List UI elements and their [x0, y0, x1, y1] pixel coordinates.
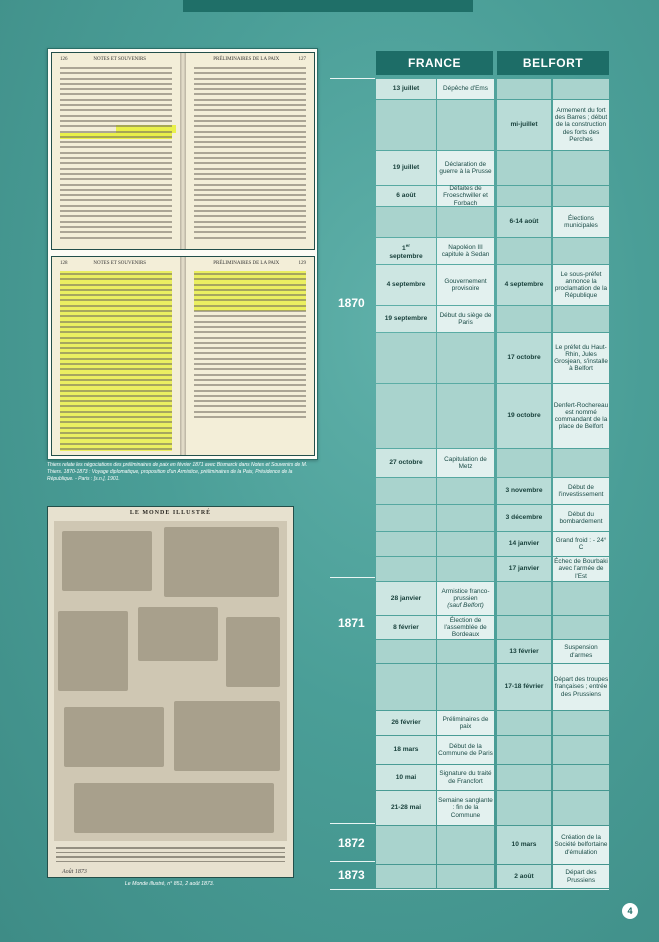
france-event-cell [437, 505, 494, 531]
france-date-cell: 21-28 mai [376, 791, 436, 825]
belfort-date-cell [497, 449, 551, 477]
france-event-cell [437, 333, 494, 383]
page-number: 4 [622, 903, 638, 919]
year-label: 1870 [338, 296, 365, 310]
france-date-cell [376, 207, 436, 237]
france-event-cell: Préliminaires de paix [437, 711, 494, 735]
belfort-event-cell: Échec de Bourbaki avec l'armée de l'Est [554, 558, 608, 580]
belfort-date-cell [497, 791, 551, 825]
france-date-cell [376, 505, 436, 531]
belfort-date-cell [497, 306, 551, 332]
belfort-event-cell [553, 616, 609, 639]
france-date-cell: 4 septembre [376, 265, 436, 305]
france-event-cell [437, 664, 494, 710]
year-separator [330, 577, 375, 578]
belfort-date-cell: mi-juillet [497, 100, 551, 150]
belfort-event-cell: Le sous-préfet annonce la proclamation de la République [553, 265, 609, 305]
belfort-event-cell [553, 791, 609, 825]
france-event-cell: Signature du traité de Francfort [437, 765, 494, 790]
table-bottom-line [330, 889, 609, 890]
belfort-event-cell [553, 582, 609, 615]
engraving-image: LE MONDE ILLUSTRÉ Août 1873 [47, 506, 294, 878]
belfort-event-cell [553, 79, 609, 99]
top-accent-bar [183, 0, 473, 12]
header-belfort: BELFORT [497, 51, 609, 75]
belfort-event-cell [553, 151, 609, 185]
france-date-cell [376, 384, 436, 448]
france-event-cell [437, 826, 494, 864]
header-france: FRANCE [376, 51, 493, 75]
belfort-event-cell: Début de l'investissement [553, 478, 609, 504]
belfort-date-cell: 3 décembre [497, 505, 551, 531]
france-date-cell [376, 826, 436, 864]
handwritten-signature: Août 1873 [62, 869, 87, 875]
france-date-cell [376, 333, 436, 383]
belfort-event-cell [553, 736, 609, 764]
france-date-cell: 19 juillet [376, 151, 436, 185]
belfort-date-cell [497, 765, 551, 790]
france-date-cell: 8 février [376, 616, 436, 639]
belfort-date-cell: 17-18 février [497, 664, 551, 710]
france-event-cell [437, 478, 494, 504]
france-date-cell [376, 532, 436, 556]
belfort-date-cell: 2 août [497, 865, 551, 888]
year-separator [330, 823, 375, 824]
belfort-event-cell [553, 765, 609, 790]
france-event-cell: Élection de l'assemblée de Bordeaux [437, 616, 494, 639]
france-event-cell [437, 384, 494, 448]
belfort-event-cell: Départ des Prussiens [553, 865, 609, 888]
france-event-cell: Défaites de Froeschwiller et Forbach [437, 186, 494, 206]
france-event-note: (sauf Belfort) [447, 602, 484, 610]
france-date-cell: 13 juillet [376, 79, 436, 99]
france-date-cell: 1er septembre [376, 238, 436, 264]
belfort-event-cell [553, 238, 609, 264]
belfort-event-cell: Grand froid : - 24° C [553, 532, 609, 556]
france-event-text: Armistice franco-prussien [441, 587, 490, 602]
book-page-left-2: 128 NOTES ET SOUVENIRS [52, 257, 180, 455]
france-event-cell: Début de la Commune de Paris [437, 736, 494, 764]
france-date-cell [376, 640, 436, 663]
france-date-cell [376, 865, 436, 888]
belfort-event-cell: Le préfet du Haut-Rhin, Jules Grosjean, s'installe à Belfort [553, 333, 609, 383]
belfort-event-cell [553, 449, 609, 477]
belfort-date-cell: 17 janvier [497, 557, 551, 581]
france-event-cell [437, 582, 494, 615]
belfort-date-cell [497, 711, 551, 735]
belfort-date-cell [497, 736, 551, 764]
france-event-cell [437, 557, 494, 581]
france-event-cell: Gouvernement provisoire [437, 265, 494, 305]
belfort-event-cell: Suspension d'armes [553, 640, 609, 663]
france-event-cell [437, 207, 494, 237]
year-label: 1871 [338, 616, 365, 630]
belfort-event-cell: Denfert-Rochereau est nommé commandant de la place de Belfort [553, 384, 609, 448]
belfort-event-cell [553, 186, 609, 206]
france-date-cell: 28 janvier [376, 582, 436, 615]
book-page-right: PRÉLIMINAIRES DE LA PAIX 127 [186, 53, 314, 249]
belfort-date-cell: 14 janvier [497, 532, 551, 556]
france-event-cell [437, 100, 494, 150]
belfort-date-cell: 3 novembre [497, 478, 551, 504]
book-spread-bottom [51, 256, 315, 456]
belfort-event-cell: Armement du fort des Barres ; début de la construction des forts des Perches [553, 100, 609, 150]
france-date-cell [376, 664, 436, 710]
france-date-cell: 10 mai [376, 765, 436, 790]
year-label: 1873 [338, 868, 365, 882]
france-date-cell: 19 septembre [376, 306, 436, 332]
france-event-cell: Napoléon III capitule à Sedan [437, 238, 494, 264]
france-date-cell [376, 100, 436, 150]
belfort-date-cell [497, 151, 551, 185]
france-event-cell [437, 865, 494, 888]
france-date-cell: 26 février [376, 711, 436, 735]
france-date-cell [376, 557, 436, 581]
belfort-date-cell: 13 février [497, 640, 551, 663]
belfort-date-cell [497, 238, 551, 264]
belfort-date-cell [497, 616, 551, 639]
belfort-date-cell: 10 mars [497, 826, 551, 864]
france-date-cell: 6 août [376, 186, 436, 206]
belfort-date-cell: 17 octobre [497, 333, 551, 383]
belfort-date-cell: 6-14 août [497, 207, 551, 237]
france-event-cell: Dépêche d'Ems [437, 79, 494, 99]
belfort-event-cell: Création de la Société belfortaine d'émulation [553, 826, 609, 864]
belfort-date-cell [497, 582, 551, 615]
france-date-cell: 27 octobre [376, 449, 436, 477]
france-event-cell: Capitulation de Metz [437, 449, 494, 477]
year-label: 1872 [338, 836, 365, 850]
belfort-date-cell [497, 186, 551, 206]
engraving-caption: Le Monde illustré, n° 851, 2 août 1873. [124, 881, 215, 887]
belfort-date-cell: 4 septembre [497, 265, 551, 305]
year-separator [330, 78, 375, 79]
france-event-cell: Déclaration de guerre à la Prusse [437, 151, 494, 185]
book-page-right-2: PRÉLIMINAIRES DE LA PAIX 129 [186, 257, 314, 455]
france-event-cell: Semaine sanglante : fin de la Commune [437, 791, 494, 825]
belfort-event-cell: Élections municipales [553, 207, 609, 237]
france-date-cell [376, 478, 436, 504]
france-event-cell [437, 532, 494, 556]
belfort-date-cell: 19 octobre [497, 384, 551, 448]
book-spread-top [51, 52, 315, 250]
france-event-cell [437, 640, 494, 663]
belfort-event-cell: Début du bombardement [553, 505, 609, 531]
book-page-left: 126 NOTES ET SOUVENIRS [52, 53, 180, 249]
france-date-cell: 18 mars [376, 736, 436, 764]
year-separator [330, 861, 375, 862]
france-event-cell: Début du siège de Paris [437, 306, 494, 332]
belfort-event-cell [553, 306, 609, 332]
belfort-event-cell [553, 711, 609, 735]
belfort-date-cell [497, 79, 551, 99]
belfort-event-cell: Départ des troupes françaises ; entrée des Prussiens [553, 664, 609, 710]
book-caption: Thiers relate les négociations des préliminaires de paix en février 1871 avec Bismarck dans Notes et Souvenirs de M. Thiers. 1870-1873 : Voyage diplomatique, proposition d'un Armistice, préliminaires de la Paix, Présidence de la République. - Paris : [s.n.], 1901. [47, 462, 308, 482]
